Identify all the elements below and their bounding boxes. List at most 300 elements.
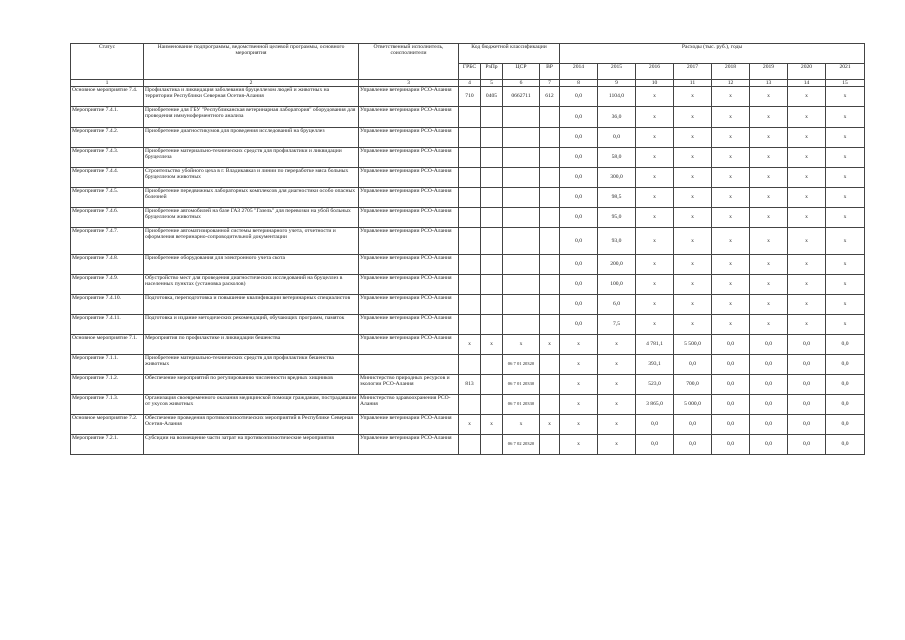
cell-2019: х [750, 107, 788, 128]
cell-status: Мероприятие 7.4.1. [71, 107, 144, 128]
budget-table [70, 43, 865, 455]
cell-2018: х [712, 255, 750, 275]
cell-2016: х [636, 315, 674, 335]
cell-2021: х [826, 128, 865, 148]
cell-2020: х [788, 255, 826, 275]
cell-csr [503, 107, 540, 128]
cell-2018: х [712, 148, 750, 168]
cell-2016: х [636, 208, 674, 228]
cell-2016: 0,0 [636, 435, 674, 455]
cell-status: Мероприятие 7.4.11. [71, 315, 144, 335]
table-row [71, 435, 865, 455]
cell-2014: 0,0 [560, 148, 598, 168]
cell-2014: 0,0 [560, 128, 598, 148]
cell-2020: 0,0 [788, 415, 826, 435]
cell-2017: 0,0 [674, 435, 712, 455]
cell-executor: Министерство природных ресурсов и экологии РСО-Алания [359, 375, 459, 395]
cell-2021: х [826, 148, 865, 168]
cell-grbs [459, 275, 481, 295]
column-number: 1 [71, 80, 144, 87]
cell-2016: 523,0 [636, 375, 674, 395]
cell-vr [540, 255, 560, 275]
cell-2014: 0,0 [560, 208, 598, 228]
header-budget-code: Код бюджетной классификации [459, 44, 560, 64]
cell-2019: х [750, 315, 788, 335]
cell-2014: 0,0 [560, 315, 598, 335]
column-number: 4 [459, 80, 481, 87]
cell-name: Приобретение материально-технических средств для профилактики и ликвидации бруцеллеза [144, 148, 359, 168]
cell-vr [540, 148, 560, 168]
cell-rzpr: 0405 [481, 87, 503, 107]
cell-2016: х [636, 188, 674, 208]
header-year: 2018 [712, 64, 750, 80]
cell-rzpr [481, 315, 503, 335]
cell-name: Обустройство мест для проведения диагностических исследований на бруцеллез в населенных пунктах (установка расколов) [144, 275, 359, 295]
cell-2020: 0,0 [788, 435, 826, 455]
table-row [71, 228, 865, 255]
column-number: 8 [560, 80, 598, 87]
cell-2015: х [598, 335, 636, 355]
cell-vr [540, 375, 560, 395]
cell-2019: х [750, 228, 788, 255]
cell-csr: х [503, 415, 540, 435]
column-number: 5 [481, 80, 503, 87]
cell-2015: х [598, 395, 636, 415]
cell-executor: Управление ветеринарии РСО-Алания [359, 188, 459, 208]
cell-2015: 36,0 [598, 107, 636, 128]
header-year: 2015 [598, 64, 636, 80]
cell-grbs [459, 295, 481, 315]
cell-status: Мероприятие 7.4.4. [71, 168, 144, 188]
budget-table-body [71, 87, 865, 455]
header-code-vr: ВР [540, 64, 560, 80]
cell-2016: х [636, 128, 674, 148]
cell-2020: х [788, 275, 826, 295]
table-row [71, 415, 865, 435]
cell-2021: 0,0 [826, 435, 865, 455]
cell-2017: х [674, 255, 712, 275]
cell-rzpr [481, 107, 503, 128]
table-row [71, 315, 865, 335]
cell-rzpr [481, 255, 503, 275]
table-row [71, 335, 865, 355]
cell-status: Мероприятие 7.4.5. [71, 188, 144, 208]
cell-2018: 0,0 [712, 395, 750, 415]
header-executor: Ответственный исполнитель, соисполнители [359, 44, 459, 80]
cell-2017: х [674, 315, 712, 335]
cell-2020: х [788, 87, 826, 107]
cell-2019: х [750, 295, 788, 315]
cell-2016: х [636, 148, 674, 168]
column-number: 12 [712, 80, 750, 87]
cell-vr [540, 168, 560, 188]
cell-csr: 06 7 01 20330 [503, 395, 540, 415]
cell-executor [359, 355, 459, 375]
cell-2020: х [788, 128, 826, 148]
cell-status: Мероприятие 7.4.10. [71, 295, 144, 315]
cell-2014: 0,0 [560, 188, 598, 208]
cell-2016: 393,1 [636, 355, 674, 375]
cell-2015: 6,0 [598, 295, 636, 315]
cell-csr [503, 148, 540, 168]
cell-status: Мероприятие 7.4.3. [71, 148, 144, 168]
cell-csr [503, 275, 540, 295]
cell-vr [540, 107, 560, 128]
cell-grbs [459, 395, 481, 415]
cell-executor: Управление ветеринарии РСО-Алания [359, 275, 459, 295]
cell-2019: х [750, 128, 788, 148]
cell-2016: 3 865,0 [636, 395, 674, 415]
cell-status: Мероприятие 7.1.1. [71, 355, 144, 375]
cell-2021: х [826, 255, 865, 275]
cell-2019: х [750, 188, 788, 208]
cell-executor: Управление ветеринарии РСО-Алания [359, 315, 459, 335]
cell-executor: Управление ветеринарии РСО-Алания [359, 228, 459, 255]
cell-2017: х [674, 295, 712, 315]
cell-2020: х [788, 168, 826, 188]
cell-vr: 612 [540, 87, 560, 107]
cell-vr [540, 355, 560, 375]
cell-2020: х [788, 188, 826, 208]
table-row [71, 208, 865, 228]
cell-executor: Управление ветеринарии РСО-Алания [359, 295, 459, 315]
cell-csr [503, 208, 540, 228]
cell-2015: 7,5 [598, 315, 636, 335]
cell-name: Подготовка, переподготовка и повышение квалификации ветеринарных специалистов [144, 295, 359, 315]
cell-rzpr [481, 228, 503, 255]
cell-2018: х [712, 275, 750, 295]
cell-csr [503, 295, 540, 315]
cell-csr: 06 7 02 20320 [503, 435, 540, 455]
cell-2015: 95,0 [598, 208, 636, 228]
column-number-row [71, 80, 865, 87]
cell-rzpr [481, 168, 503, 188]
cell-rzpr [481, 188, 503, 208]
cell-2020: х [788, 315, 826, 335]
cell-2019: х [750, 255, 788, 275]
table-row [71, 355, 865, 375]
cell-name: Обеспечение проведения противоэпизоотических мероприятий в Республике Северная Осетия-Алания [144, 415, 359, 435]
table-row [71, 255, 865, 275]
cell-2016: 0,0 [636, 415, 674, 435]
cell-2021: х [826, 275, 865, 295]
cell-2016: х [636, 228, 674, 255]
header-code-rzpr: РзПр [481, 64, 503, 80]
cell-2021: х [826, 87, 865, 107]
cell-2019: 0,0 [750, 415, 788, 435]
cell-2017: 0,0 [674, 415, 712, 435]
cell-2019: х [750, 275, 788, 295]
cell-2019: х [750, 87, 788, 107]
cell-name: Приобретение передвижных лабораторных комплексов для диагностики особо опасных болезней [144, 188, 359, 208]
cell-executor: Управление ветеринарии РСО-Алания [359, 208, 459, 228]
column-number: 10 [636, 80, 674, 87]
header-year: 2019 [750, 64, 788, 80]
table-row [71, 275, 865, 295]
cell-2021: 0,0 [826, 335, 865, 355]
cell-2017: 5 000,0 [674, 395, 712, 415]
cell-executor: Управление ветеринарии РСО-Алания [359, 107, 459, 128]
cell-2020: х [788, 208, 826, 228]
header-code-grbs: ГРБС [459, 64, 481, 80]
table-row [71, 107, 865, 128]
cell-2016: х [636, 168, 674, 188]
cell-2019: 0,0 [750, 435, 788, 455]
cell-2015: 100,0 [598, 275, 636, 295]
cell-executor: Управление ветеринарии РСО-Алания [359, 87, 459, 107]
cell-name: Приобретение для ГБУ "Республиканская ветеринарная лаборатория" оборудования для проведения иммуноферментного анализа [144, 107, 359, 128]
cell-2014: 0,0 [560, 168, 598, 188]
cell-2021: х [826, 107, 865, 128]
cell-name: Приобретение автоматизированной системы ветеринарного учета, отчетности и оформления ветеринарно-сопроводительной документации [144, 228, 359, 255]
cell-grbs [459, 148, 481, 168]
cell-2014: 0,0 [560, 87, 598, 107]
table-row [71, 395, 865, 415]
column-number: 6 [503, 80, 540, 87]
cell-status: Мероприятие 7.1.3. [71, 395, 144, 415]
cell-csr: 06 7 01 20330 [503, 375, 540, 395]
cell-2020: 0,0 [788, 355, 826, 375]
cell-2014: 0,0 [560, 107, 598, 128]
cell-2021: 0,0 [826, 415, 865, 435]
table-row [71, 295, 865, 315]
cell-grbs: 710 [459, 87, 481, 107]
cell-2014: х [560, 395, 598, 415]
cell-vr: х [540, 415, 560, 435]
cell-status: Основное мероприятие 7.1. [71, 335, 144, 355]
cell-vr [540, 295, 560, 315]
header-code-csr: ЦСР [503, 64, 540, 80]
cell-2017: х [674, 188, 712, 208]
cell-status: Основное мероприятие 7.4. [71, 87, 144, 107]
cell-2015: 98,5 [598, 188, 636, 208]
cell-2018: х [712, 128, 750, 148]
cell-vr [540, 395, 560, 415]
cell-vr [540, 275, 560, 295]
cell-2016: х [636, 87, 674, 107]
cell-vr [540, 435, 560, 455]
cell-2016: х [636, 107, 674, 128]
cell-grbs [459, 107, 481, 128]
column-number: 2 [144, 80, 359, 87]
cell-csr: х [503, 335, 540, 355]
cell-2021: 0,0 [826, 375, 865, 395]
column-number: 7 [540, 80, 560, 87]
cell-2020: х [788, 228, 826, 255]
cell-2021: 0,0 [826, 355, 865, 375]
cell-2021: х [826, 295, 865, 315]
cell-2014: 0,0 [560, 295, 598, 315]
cell-status: Мероприятие 7.4.9. [71, 275, 144, 295]
cell-2016: х [636, 295, 674, 315]
column-number: 14 [788, 80, 826, 87]
cell-2015: х [598, 415, 636, 435]
cell-2017: х [674, 228, 712, 255]
cell-name: Организация своевременного оказания медицинской помощи гражданам, пострадавшим от укусов животных [144, 395, 359, 415]
cell-2019: х [750, 148, 788, 168]
cell-2021: х [826, 228, 865, 255]
cell-2018: 0,0 [712, 375, 750, 395]
cell-csr: 06 7 01 20320 [503, 355, 540, 375]
header-year: 2014 [560, 64, 598, 80]
cell-2014: 0,0 [560, 255, 598, 275]
column-number: 9 [598, 80, 636, 87]
cell-2018: 0,0 [712, 435, 750, 455]
cell-2021: 0,0 [826, 395, 865, 415]
cell-grbs [459, 255, 481, 275]
table-row [71, 188, 865, 208]
cell-executor: Управление ветеринарии РСО-Алания [359, 148, 459, 168]
cell-name: Приобретение автомобилей на базе ГАЗ 2705 "Газель" для перевозки на убой больных бруцеллезом животных [144, 208, 359, 228]
cell-grbs [459, 128, 481, 148]
cell-2020: х [788, 107, 826, 128]
cell-2014: х [560, 355, 598, 375]
header-year: 2020 [788, 64, 826, 80]
cell-vr [540, 188, 560, 208]
cell-rzpr [481, 275, 503, 295]
cell-rzpr [481, 148, 503, 168]
header-expenses: Расходы (тыс. руб.), годы [560, 44, 865, 64]
cell-grbs [459, 228, 481, 255]
cell-name: Приобретение оборудования для электронного учета скота [144, 255, 359, 275]
table-row [71, 148, 865, 168]
cell-2014: 0,0 [560, 275, 598, 295]
table-row [71, 128, 865, 148]
cell-2021: х [826, 208, 865, 228]
header-year: 2016 [636, 64, 674, 80]
cell-2015: х [598, 375, 636, 395]
cell-2015: 58,0 [598, 148, 636, 168]
cell-name: Приобретение диагностикумов для проведения исследований на бруцеллез [144, 128, 359, 148]
cell-name: Приобретение материально-технических средств для профилактики бешенства животных [144, 355, 359, 375]
cell-2018: х [712, 188, 750, 208]
header-year: 2017 [674, 64, 712, 80]
cell-2020: 0,0 [788, 335, 826, 355]
cell-executor: Управление ветеринарии РСО-Алания [359, 335, 459, 355]
table-row [71, 375, 865, 395]
cell-2016: х [636, 255, 674, 275]
cell-2019: 0,0 [750, 355, 788, 375]
cell-2015: х [598, 435, 636, 455]
cell-2014: х [560, 335, 598, 355]
cell-2018: х [712, 228, 750, 255]
cell-csr [503, 255, 540, 275]
cell-executor: Управление ветеринарии РСО-Алания [359, 168, 459, 188]
cell-vr [540, 315, 560, 335]
cell-grbs [459, 435, 481, 455]
cell-rzpr [481, 435, 503, 455]
cell-status: Мероприятие 7.4.2. [71, 128, 144, 148]
cell-grbs [459, 168, 481, 188]
cell-name: Субсидии на возмещение части затрат на противоэпизоотические мероприятия [144, 435, 359, 455]
column-number: 3 [359, 80, 459, 87]
cell-2018: х [712, 87, 750, 107]
cell-vr [540, 208, 560, 228]
cell-2017: 700,0 [674, 375, 712, 395]
cell-2014: х [560, 435, 598, 455]
cell-grbs [459, 315, 481, 335]
cell-csr [503, 188, 540, 208]
cell-rzpr [481, 355, 503, 375]
cell-grbs: х [459, 335, 481, 355]
cell-status: Мероприятие 7.4.7. [71, 228, 144, 255]
cell-2015: 93,0 [598, 228, 636, 255]
cell-2018: х [712, 315, 750, 335]
header-year: 2021 [826, 64, 865, 80]
cell-rzpr [481, 295, 503, 315]
cell-rzpr [481, 375, 503, 395]
cell-2017: х [674, 168, 712, 188]
cell-2018: х [712, 208, 750, 228]
cell-2017: 5 500,0 [674, 335, 712, 355]
cell-csr [503, 228, 540, 255]
cell-2018: 0,0 [712, 355, 750, 375]
cell-csr: 0662711 [503, 87, 540, 107]
cell-name: Подготовка и издание методических рекомендаций, обучающих программ, памяток [144, 315, 359, 335]
table-row [71, 168, 865, 188]
cell-executor: Управление ветеринарии РСО-Алания [359, 128, 459, 148]
cell-rzpr [481, 395, 503, 415]
cell-2019: 0,0 [750, 335, 788, 355]
cell-rzpr: х [481, 415, 503, 435]
document-sheet [70, 43, 864, 455]
cell-rzpr [481, 208, 503, 228]
cell-2014: х [560, 415, 598, 435]
cell-2014: 0,0 [560, 228, 598, 255]
cell-executor: Управление ветеринарии РСО-Алания [359, 415, 459, 435]
cell-2018: 0,0 [712, 335, 750, 355]
column-number: 11 [674, 80, 712, 87]
cell-2020: х [788, 148, 826, 168]
cell-2019: х [750, 208, 788, 228]
cell-2020: 0,0 [788, 395, 826, 415]
cell-csr [503, 128, 540, 148]
cell-grbs [459, 355, 481, 375]
cell-name: Профилактика и ликвидация заболевания бруцеллезом людей и животных на территории Республики Северная Осетия-Алания [144, 87, 359, 107]
cell-2018: х [712, 168, 750, 188]
cell-2016: х [636, 275, 674, 295]
cell-2019: 0,0 [750, 375, 788, 395]
cell-grbs: х [459, 415, 481, 435]
cell-csr [503, 315, 540, 335]
column-number: 13 [750, 80, 788, 87]
cell-2019: 0,0 [750, 395, 788, 415]
header-program-name: Наименование подпрограммы, ведомственной целевой программы, основного мероприятия [144, 44, 359, 80]
cell-rzpr: х [481, 335, 503, 355]
cell-executor: Управление ветеринарии РСО-Алания [359, 255, 459, 275]
cell-grbs [459, 188, 481, 208]
cell-status: Мероприятие 7.1.2. [71, 375, 144, 395]
cell-executor: Управление ветеринарии РСО-Алания [359, 435, 459, 455]
cell-name: Обеспечение мероприятий по регулированию численности вредных хищников [144, 375, 359, 395]
cell-2017: 0,0 [674, 355, 712, 375]
cell-2018: 0,0 [712, 415, 750, 435]
cell-2017: х [674, 275, 712, 295]
cell-2016: 4 781,1 [636, 335, 674, 355]
cell-2017: х [674, 148, 712, 168]
cell-2018: х [712, 295, 750, 315]
header-status: Статус [71, 44, 144, 80]
cell-2017: х [674, 107, 712, 128]
cell-2018: х [712, 107, 750, 128]
cell-2017: х [674, 208, 712, 228]
cell-grbs: 813 [459, 375, 481, 395]
cell-2015: 0,0 [598, 128, 636, 148]
cell-2014: х [560, 375, 598, 395]
cell-csr [503, 168, 540, 188]
cell-2020: 0,0 [788, 375, 826, 395]
cell-2015: 200,0 [598, 255, 636, 275]
